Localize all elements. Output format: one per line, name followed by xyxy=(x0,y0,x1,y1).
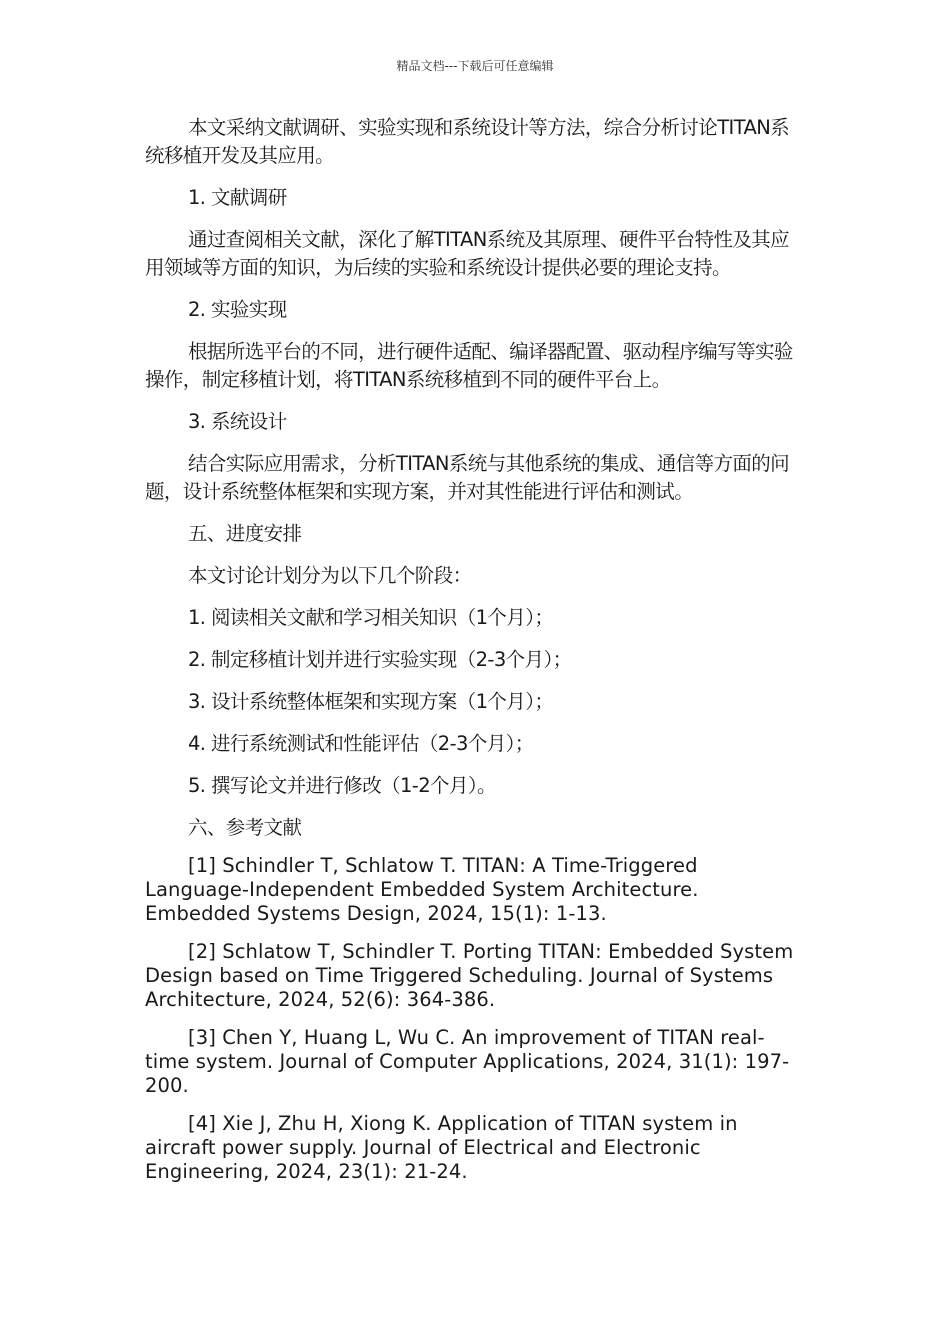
schedule-item-4: 4. 进行系统测试和性能评估（2-3个月）； xyxy=(188,732,534,755)
section-experiment-heading: 2. 实验实现 xyxy=(188,298,287,321)
schedule-item-2: 2. 制定移植计划并进行实验实现（2-3个月）； xyxy=(188,648,572,671)
method-intro-paragraph: 本文采纳文献调研、实验实现和系统设计等方法，综合分析讨论TITAN系统移植开发及其应用。 xyxy=(145,116,790,167)
reference-item-2: [2] Schlatow T, Schindler T. Porting TITAN: Embedded System Design based on Time Triggered Scheduling. Journal of Systems Architecture, 2024, 52(6): 364-386. xyxy=(145,940,794,1011)
section-literature-heading: 1. 文献调研 xyxy=(188,186,287,209)
page-header: 精品文档---下载后可任意编辑 xyxy=(396,59,554,73)
section-design-heading: 3. 系统设计 xyxy=(188,410,287,433)
literature-paragraph: 通过查阅相关文献，深化了解TITAN系统及其原理、硬件平台特性及其应用领域等方面的知识，为后续的实验和系统设计提供必要的理论支持。 xyxy=(145,228,790,279)
schedule-item-3: 3. 设计系统整体框架和实现方案（1个月）； xyxy=(188,690,554,713)
references-heading: 六、参考文献 xyxy=(188,816,302,839)
schedule-heading: 五、进度安排 xyxy=(188,522,302,545)
design-paragraph: 结合实际应用需求，分析TITAN系统与其他系统的集成、通信等方面的问题，设计系统整体框架和实现方案，并对其性能进行评估和测试。 xyxy=(145,452,790,503)
reference-item-3: [3] Chen Y, Huang L, Wu C. An improvement of TITAN real-time system. Journal of Computer Applications, 2024, 31(1): 197-200. xyxy=(145,1026,790,1097)
schedule-item-1: 1. 阅读相关文献和学习相关知识（1个月）； xyxy=(188,606,554,629)
reference-item-4: [4] Xie J, Zhu H, Xiong K. Application of TITAN system in aircraft power supply. Journal of Electrical and Electronic Engineering, 2024, 23(1): 21-24. xyxy=(145,1112,738,1183)
document-body xyxy=(145,114,805,1184)
reference-item-1: [1] Schindler T, Schlatow T. TITAN: A Time-Triggered Language-Independent Embedded System Architecture. Embedded Systems Design, 2024, 15(1): 1-13. xyxy=(145,854,699,925)
schedule-intro: 本文讨论计划分为以下几个阶段： xyxy=(188,564,472,587)
schedule-item-5: 5. 撰写论文并进行修改（1-2个月）。 xyxy=(188,774,496,797)
experiment-paragraph: 根据所选平台的不同，进行硬件适配、编译器配置、驱动程序编写等实验操作，制定移植计划，将TITAN系统移植到不同的硬件平台上。 xyxy=(145,340,793,391)
